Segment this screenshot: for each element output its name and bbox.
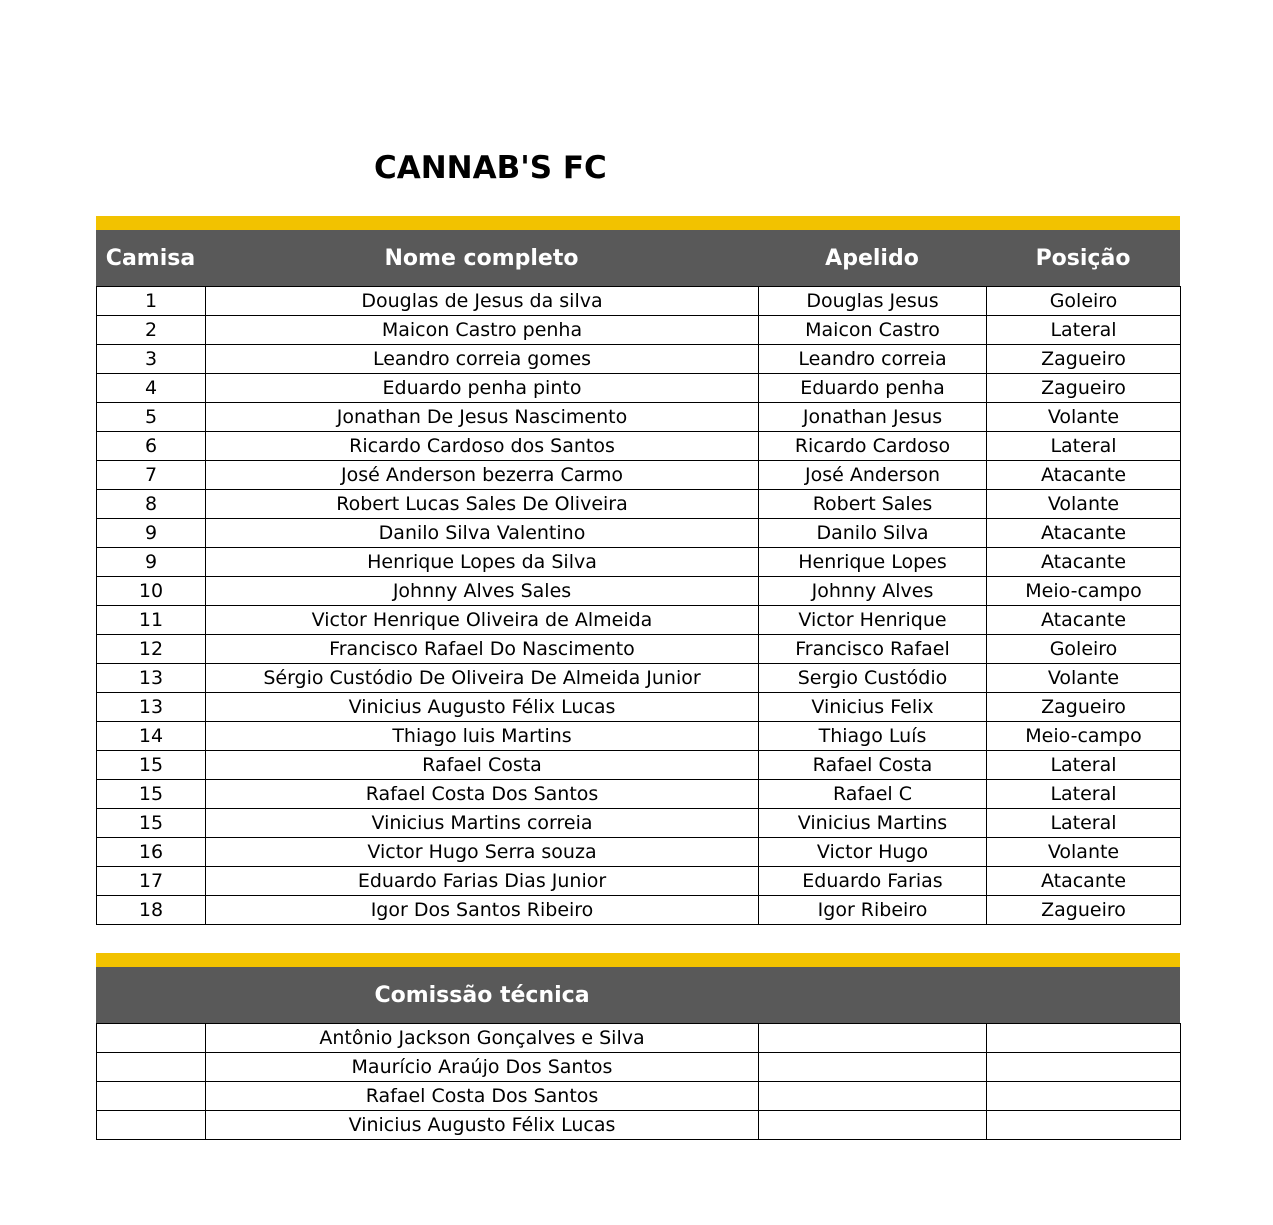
player-row <box>97 548 1181 577</box>
cell-camisa <box>97 1082 206 1111</box>
cell-apelido: Thiago Luís <box>759 722 987 751</box>
cell-camisa: 16 <box>97 838 206 867</box>
player-row <box>97 606 1181 635</box>
cell-camisa: 5 <box>97 403 206 432</box>
cell-posicao <box>987 1024 1181 1053</box>
cell-apelido: Jonathan Jesus <box>759 403 987 432</box>
players-accent-bar <box>96 216 1180 230</box>
cell-posicao: Lateral <box>987 780 1181 809</box>
cell-nome-completo: Victor Henrique Oliveira de Almeida <box>206 606 759 635</box>
cell-nome-completo: Jonathan De Jesus Nascimento <box>206 403 759 432</box>
cell-apelido: Maicon Castro <box>759 316 987 345</box>
player-row <box>97 896 1181 925</box>
cell-camisa: 18 <box>97 896 206 925</box>
cell-posicao: Lateral <box>987 809 1181 838</box>
cell-apelido: Vinicius Felix <box>759 693 987 722</box>
cell-nome-completo: Maurício Araújo Dos Santos <box>206 1053 759 1082</box>
cell-apelido: Eduardo Farias <box>759 867 987 896</box>
cell-nome-completo: Vinicius Augusto Félix Lucas <box>206 1111 759 1140</box>
cell-apelido <box>759 1111 987 1140</box>
cell-nome-completo: Antônio Jackson Gonçalves e Silva <box>206 1024 759 1053</box>
cell-apelido: Igor Ribeiro <box>759 896 987 925</box>
players-table <box>96 286 1181 925</box>
cell-apelido: Vinicius Martins <box>759 809 987 838</box>
header-posicao: Posição <box>1035 245 1131 271</box>
player-row <box>97 780 1181 809</box>
cell-apelido: Victor Henrique <box>759 606 987 635</box>
cell-posicao <box>987 1082 1181 1111</box>
cell-posicao: Atacante <box>987 867 1181 896</box>
cell-apelido: Henrique Lopes <box>759 548 987 577</box>
cell-camisa: 10 <box>97 577 206 606</box>
cell-posicao: Volante <box>987 838 1181 867</box>
cell-posicao: Volante <box>987 664 1181 693</box>
cell-nome-completo: Rafael Costa <box>206 751 759 780</box>
header-camisa: Camisa <box>105 245 196 271</box>
cell-nome-completo: Vinicius Martins correia <box>206 809 759 838</box>
player-row <box>97 751 1181 780</box>
cell-posicao: Atacante <box>987 548 1181 577</box>
cell-camisa: 3 <box>97 345 206 374</box>
cell-nome-completo: Vinicius Augusto Félix Lucas <box>206 693 759 722</box>
cell-apelido <box>759 1082 987 1111</box>
cell-camisa: 1 <box>97 287 206 316</box>
cell-nome-completo: Igor Dos Santos Ribeiro <box>206 896 759 925</box>
cell-posicao <box>987 1053 1181 1082</box>
staff-row <box>97 1111 1181 1140</box>
header-nome-completo: Nome completo <box>384 245 579 271</box>
cell-camisa <box>97 1053 206 1082</box>
cell-camisa: 9 <box>97 548 206 577</box>
cell-apelido: Robert Sales <box>759 490 987 519</box>
cell-posicao: Atacante <box>987 606 1181 635</box>
cell-apelido <box>759 1053 987 1082</box>
player-row <box>97 693 1181 722</box>
cell-nome-completo: Eduardo penha pinto <box>206 374 759 403</box>
player-row <box>97 664 1181 693</box>
player-row <box>97 722 1181 751</box>
player-row <box>97 490 1181 519</box>
cell-nome-completo: Douglas de Jesus da silva <box>206 287 759 316</box>
cell-camisa: 8 <box>97 490 206 519</box>
staff-row <box>97 1053 1181 1082</box>
player-row <box>97 374 1181 403</box>
players-header-row <box>96 230 1180 286</box>
cell-camisa: 17 <box>97 867 206 896</box>
cell-nome-completo: José Anderson bezerra Carmo <box>206 461 759 490</box>
player-row <box>97 838 1181 867</box>
cell-camisa: 9 <box>97 519 206 548</box>
cell-apelido: Leandro correia <box>759 345 987 374</box>
player-row <box>97 519 1181 548</box>
cell-posicao: Zagueiro <box>987 374 1181 403</box>
player-row <box>97 316 1181 345</box>
cell-camisa: 7 <box>97 461 206 490</box>
cell-nome-completo: Rafael Costa Dos Santos <box>206 1082 759 1111</box>
cell-posicao: Meio-campo <box>987 722 1181 751</box>
cell-camisa <box>97 1111 206 1140</box>
cell-posicao: Atacante <box>987 461 1181 490</box>
player-row <box>97 461 1181 490</box>
cell-posicao: Volante <box>987 490 1181 519</box>
cell-apelido: Rafael Costa <box>759 751 987 780</box>
cell-posicao: Lateral <box>987 316 1181 345</box>
cell-nome-completo: Leandro correia gomes <box>206 345 759 374</box>
header-apelido: Apelido <box>825 245 919 271</box>
cell-posicao: Goleiro <box>987 635 1181 664</box>
cell-nome-completo: Ricardo Cardoso dos Santos <box>206 432 759 461</box>
header-comissao-tecnica: Comissão técnica <box>374 982 590 1008</box>
cell-posicao: Zagueiro <box>987 345 1181 374</box>
cell-camisa: 6 <box>97 432 206 461</box>
cell-apelido: Sergio Custódio <box>759 664 987 693</box>
player-row <box>97 635 1181 664</box>
staff-row <box>97 1024 1181 1053</box>
cell-nome-completo: Eduardo Farias Dias Junior <box>206 867 759 896</box>
cell-nome-completo: Victor Hugo Serra souza <box>206 838 759 867</box>
cell-apelido: Victor Hugo <box>759 838 987 867</box>
cell-posicao: Meio-campo <box>987 577 1181 606</box>
cell-nome-completo: Maicon Castro penha <box>206 316 759 345</box>
cell-apelido: José Anderson <box>759 461 987 490</box>
cell-camisa: 14 <box>97 722 206 751</box>
cell-camisa: 2 <box>97 316 206 345</box>
cell-nome-completo: Johnny Alves Sales <box>206 577 759 606</box>
cell-posicao: Zagueiro <box>987 896 1181 925</box>
cell-camisa: 15 <box>97 751 206 780</box>
cell-apelido: Douglas Jesus <box>759 287 987 316</box>
cell-nome-completo: Sérgio Custódio De Oliveira De Almeida Junior <box>206 664 759 693</box>
cell-posicao: Lateral <box>987 432 1181 461</box>
cell-posicao: Lateral <box>987 751 1181 780</box>
player-row <box>97 867 1181 896</box>
cell-camisa: 12 <box>97 635 206 664</box>
cell-nome-completo: Henrique Lopes da Silva <box>206 548 759 577</box>
cell-nome-completo: Rafael Costa Dos Santos <box>206 780 759 809</box>
cell-apelido: Francisco Rafael <box>759 635 987 664</box>
cell-camisa <box>97 1024 206 1053</box>
player-row <box>97 809 1181 838</box>
cell-posicao: Volante <box>987 403 1181 432</box>
player-row <box>97 345 1181 374</box>
cell-posicao: Atacante <box>987 519 1181 548</box>
cell-posicao <box>987 1111 1181 1140</box>
player-row <box>97 432 1181 461</box>
cell-nome-completo: Robert Lucas Sales De Oliveira <box>206 490 759 519</box>
staff-section <box>96 953 1180 1140</box>
staff-row <box>97 1082 1181 1111</box>
player-row <box>97 403 1181 432</box>
cell-camisa: 4 <box>97 374 206 403</box>
cell-camisa: 13 <box>97 664 206 693</box>
cell-apelido: Danilo Silva <box>759 519 987 548</box>
page-title: CANNAB'S FC <box>374 150 607 186</box>
player-row <box>97 287 1181 316</box>
cell-nome-completo: Thiago luis Martins <box>206 722 759 751</box>
cell-camisa: 15 <box>97 809 206 838</box>
cell-camisa: 11 <box>97 606 206 635</box>
cell-camisa: 13 <box>97 693 206 722</box>
cell-nome-completo: Danilo Silva Valentino <box>206 519 759 548</box>
cell-apelido <box>759 1024 987 1053</box>
cell-camisa: 15 <box>97 780 206 809</box>
cell-apelido: Johnny Alves <box>759 577 987 606</box>
cell-apelido: Rafael C <box>759 780 987 809</box>
staff-header-row <box>96 967 1180 1023</box>
players-section <box>96 216 1180 925</box>
cell-posicao: Zagueiro <box>987 693 1181 722</box>
cell-apelido: Ricardo Cardoso <box>759 432 987 461</box>
cell-nome-completo: Francisco Rafael Do Nascimento <box>206 635 759 664</box>
staff-table <box>96 1023 1181 1140</box>
cell-apelido: Eduardo penha <box>759 374 987 403</box>
cell-posicao: Goleiro <box>987 287 1181 316</box>
staff-accent-bar <box>96 953 1180 967</box>
player-row <box>97 577 1181 606</box>
